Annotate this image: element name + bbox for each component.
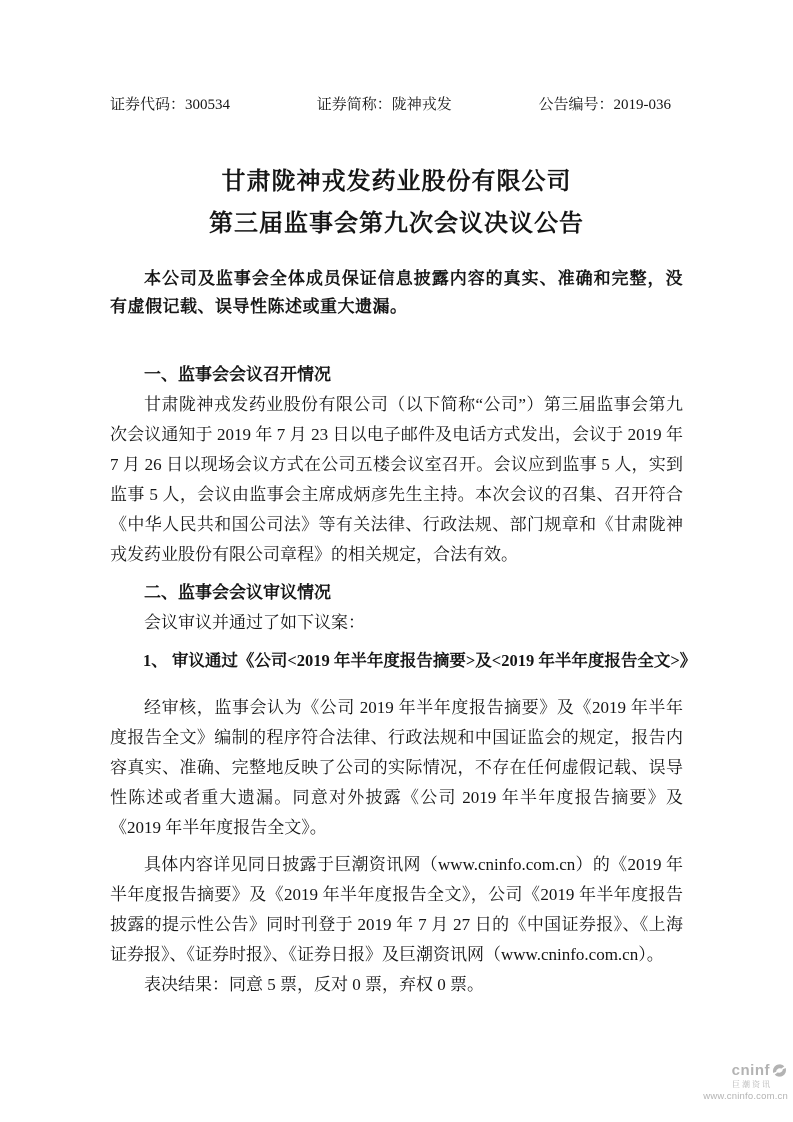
disclosure-paragraph: 具体内容详见同日披露于巨潮资讯网（www.cninfo.com.cn）的《2019 年半年度报告摘要》及《2019 年半年度报告全文》，公司《2019 年半年度报告披露的提示性公告》同时刊登于 2019 年 7 月 27 日的《中国证券报》、《上海证券报》、《证券时报》、《证券日报》及巨潮资讯网（www.cninfo.com.cn）。 (110, 855, 683, 964)
section2-intro: 会议审议并通过了如下议案： (144, 613, 365, 632)
document-title (110, 161, 683, 245)
truthfulness-statement: 本公司及监事会全体成员保证信息披露内容的真实、准确和完整，没有虚假记载、误导性陈述或重大遗漏。 (110, 269, 683, 316)
company-name-title: 甘肃陇神戎发药业股份有限公司 (221, 169, 572, 195)
cninfo-brand-row (678, 1062, 788, 1079)
vote-result: 表决结果：同意 5 票，反对 0 票，弃权 0 票。 (144, 975, 484, 994)
cninfo-brand-text: cninf (731, 1062, 770, 1079)
securities-header-row (110, 95, 683, 115)
stock-code: 证券代码：300534 (110, 97, 231, 113)
resolution-item-1-title: 1、 审议通过《公司<2019 年半年度报告摘要>及<2019 年半年度报告全文>》 (143, 651, 697, 670)
cninfo-url: www.cninfo.com.cn (703, 1091, 788, 1102)
section1-heading: 一、监事会会议召开情况 (144, 365, 331, 384)
section1-paragraph: 甘肃陇神戎发药业股份有限公司（以下简称“公司”）第三届监事会第九次会议通知于 2019 年 7 月 23 日以电子邮件及电话方式发出，会议于 2019 年 7 月 26 日以现场会议方式在公司五楼会议室召开。会议应到监事 5 人，实到监事 5 人，会议由监事会主席成炳彦先生主持。本次会议的召集、召开符合《中华人民共和国公司法》等有关法律、行政法规、部门规章和《甘肃陇神戎发药业股份有限公司章程》的相关规定，合法有效。 (110, 395, 683, 564)
stock-short-name: 证券简称：陇神戎发 (316, 97, 452, 113)
section2-heading: 二、监事会会议审议情况 (144, 583, 331, 602)
cninfo-swirl-icon (771, 1062, 788, 1079)
announcement-number: 公告编号：2019-036 (538, 97, 671, 113)
review-paragraph: 经审核，监事会认为《公司 2019 年半年度报告摘要》及《2019 年半年度报告全文》编制的程序符合法律、行政法规和中国证监会的规定，报告内容真实、准确、完整地反映了公司的实际情况，不存在任何虚假记载、误导性陈述或者重大遗漏。同意对外披露《公司 2019 年半年度报告摘要》及《2019 年半年度报告全文》。 (110, 698, 683, 837)
cninfo-chinese-name: 巨潮资讯 (732, 1080, 772, 1089)
announcement-title: 第三届监事会第九次会议决议公告 (209, 211, 584, 237)
cninfo-watermark (678, 1062, 788, 1102)
